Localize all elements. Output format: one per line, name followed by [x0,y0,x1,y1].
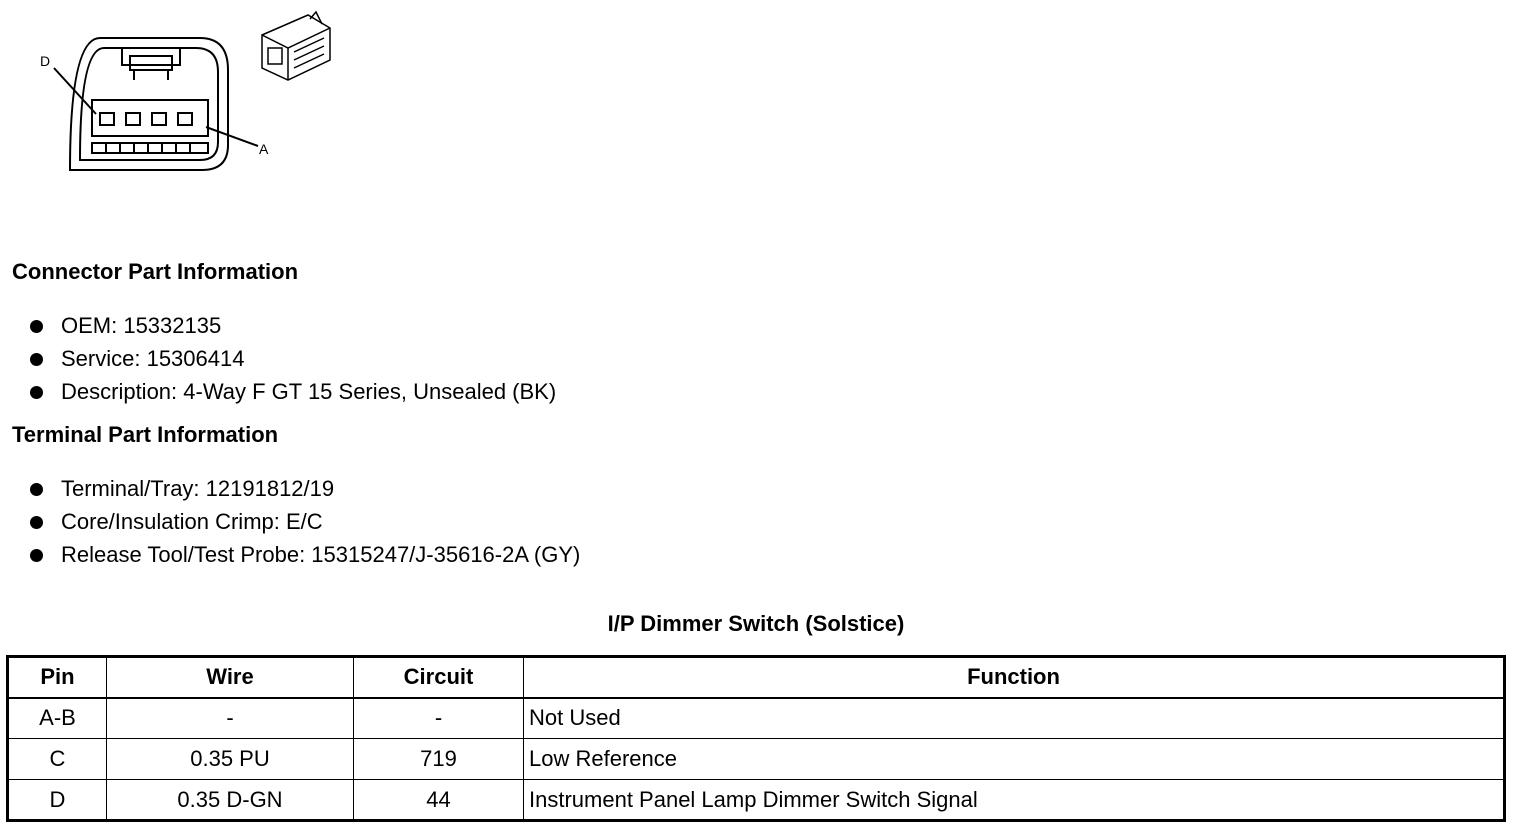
cell-pin: D [8,780,107,821]
table-row [8,698,1505,739]
cell-circuit: 44 [354,780,524,821]
list-item: Service: 15306414 [30,342,556,375]
table-row [8,780,1505,821]
terminal-info-list [30,472,580,571]
connector-info-list [30,309,556,408]
pin-a-label: A [259,141,269,157]
list-item: Description: 4-Way F GT 15 Series, Unsealed (BK) [30,375,556,408]
connector-info-heading: Connector Part Information [12,259,299,284]
cell-wire: 0.35 D-GN [107,780,354,821]
header-circuit: Circuit [354,657,524,698]
connector-diagram [30,10,370,190]
header-function: Function [524,657,1505,698]
terminal-cavity-d [100,113,114,125]
table-title: I/P Dimmer Switch (Solstice) [607,611,905,636]
cell-circuit: - [354,698,524,739]
terminal-cavity-b [152,113,166,125]
terminal-info-heading: Terminal Part Information [12,422,279,447]
table-row [8,739,1505,780]
list-item: Release Tool/Test Probe: 15315247/J-35616-2A (GY) [30,538,580,571]
terminal-cavity-c [126,113,140,125]
cell-function: Low Reference [524,739,1505,780]
terminal-cavity-a [178,113,192,125]
list-item: Terminal/Tray: 12191812/19 [30,472,580,505]
list-item: OEM: 15332135 [30,309,556,342]
cell-function: Not Used [524,698,1505,739]
header-wire: Wire [107,657,354,698]
pinout-table [6,655,1506,822]
header-pin: Pin [8,657,107,698]
cell-wire: - [107,698,354,739]
cell-pin: A-B [8,698,107,739]
cell-circuit: 719 [354,739,524,780]
cell-pin: C [8,739,107,780]
list-item: Core/Insulation Crimp: E/C [30,505,580,538]
table-header-row [8,657,1505,698]
pin-d-label: D [40,53,51,69]
cell-wire: 0.35 PU [107,739,354,780]
cell-function: Instrument Panel Lamp Dimmer Switch Signal [524,780,1505,821]
